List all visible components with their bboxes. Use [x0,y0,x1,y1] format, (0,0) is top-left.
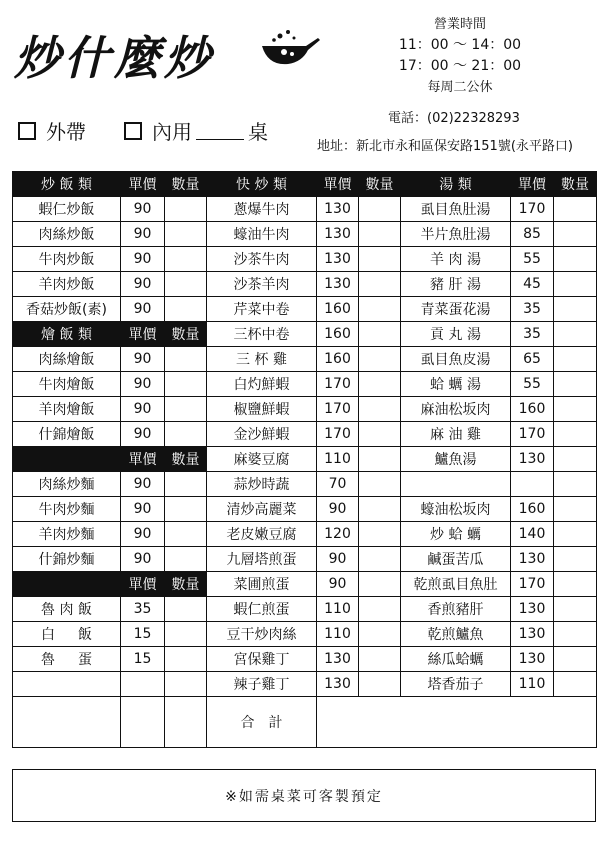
quantity-input[interactable] [165,522,207,547]
menu-item-name: 魯 肉 飯 [13,597,121,622]
menu-item-price: 90 [121,297,165,322]
menu-item-name: 半片魚肚湯 [401,222,511,247]
menu-item-price: 160 [511,497,554,522]
total-label: 合 計 [207,697,317,748]
quantity-input[interactable] [359,597,401,622]
quantity-input[interactable] [165,622,207,647]
menu-item-price: 85 [511,222,554,247]
address: 地址：新北市永和區保安路151號(永平路口) [317,139,573,154]
menu-item-price: 170 [317,372,359,397]
menu-item-name: 蝦仁煎蛋 [207,597,317,622]
price-header: 單價 [317,172,359,197]
quantity-input[interactable] [165,547,207,572]
quantity-input[interactable] [359,372,401,397]
phone-number: 電話：(02)22328293 [388,111,520,126]
menu-item-price: 170 [317,422,359,447]
quantity-input[interactable] [165,597,207,622]
menu-item-name: 什錦炒麵 [13,547,121,572]
menu-item-price: 15 [121,647,165,672]
table-row [13,597,597,622]
price-header: 單價 [511,172,554,197]
menu-item-name: 香菇炒飯(素) [13,297,121,322]
quantity-input[interactable] [554,497,597,522]
menu-item-price: 90 [121,347,165,372]
menu-item-name: 牛肉炒麵 [13,497,121,522]
menu-item-name: 蠔油牛肉 [207,222,317,247]
blank-cell [165,697,207,748]
qty-header: 數量 [165,572,207,597]
menu-item-name: 塔香茄子 [401,672,511,697]
quantity-input[interactable] [165,647,207,672]
table-row [13,447,597,472]
menu-item-price: 160 [317,297,359,322]
table-row [13,572,597,597]
menu-item-price: 90 [121,197,165,222]
menu-item-price: 130 [317,647,359,672]
menu-item-price: 170 [511,422,554,447]
quantity-input[interactable] [554,422,597,447]
menu-item-name: 羊肉燴飯 [13,397,121,422]
menu-item-price: 140 [511,522,554,547]
quantity-input[interactable] [359,322,401,347]
menu-item-price: 110 [511,672,554,697]
quantity-input[interactable] [165,272,207,297]
menu-item-price: 130 [317,222,359,247]
quantity-input[interactable] [359,522,401,547]
section-header: 燴 飯 類 [13,322,121,347]
table-row [13,497,597,522]
menu-item-price: 110 [317,622,359,647]
table-row [13,347,597,372]
business-hours [390,14,530,98]
menu-item-name: 椒鹽鮮蝦 [207,397,317,422]
menu-item-name: 青菜蛋花湯 [401,297,511,322]
menu-item-name: 牛肉燴飯 [13,372,121,397]
restaurant-logo: 炒什麼炒 [14,31,214,85]
menu-item-price: 90 [317,497,359,522]
menu-item-name: 三杯中卷 [207,322,317,347]
quantity-input[interactable] [359,297,401,322]
quantity-input[interactable] [165,397,207,422]
menu-item-price: 110 [317,447,359,472]
quantity-input[interactable] [165,222,207,247]
blank-cell [13,697,121,748]
quantity-input[interactable] [359,397,401,422]
menu-item-name: 蒜炒時蔬 [207,472,317,497]
menu-item-name: 蝦仁炒飯 [13,197,121,222]
menu-item-name: 炒 蛤 蠣 [401,522,511,547]
menu-item-name: 九層塔煎蛋 [207,547,317,572]
menu-item-price: 90 [121,547,165,572]
menu-item-name: 虱目魚肚湯 [401,197,511,222]
menu-item-name: 沙茶牛肉 [207,247,317,272]
price-header: 單價 [121,572,165,597]
quantity-input[interactable] [554,547,597,572]
menu-item-name: 沙茶羊肉 [207,272,317,297]
menu-item-name: 白 飯 [13,622,121,647]
qty-header: 數量 [554,172,597,197]
table-row [13,272,597,297]
quantity-input[interactable] [554,197,597,222]
quantity-input[interactable] [165,672,207,697]
table-row [13,322,597,347]
wok-icon [258,26,322,70]
quantity-input[interactable] [554,322,597,347]
menu-table [12,171,597,748]
menu-item-name: 老皮嫩豆腐 [207,522,317,547]
takeout-checkbox[interactable] [18,122,36,140]
menu-item-price [121,672,165,697]
section-header: 湯 類 [401,172,511,197]
menu-item-name: 金沙鮮蝦 [207,422,317,447]
menu-item-name: 蛤 蠣 湯 [401,372,511,397]
blank-cell [121,697,165,748]
menu-item-price: 120 [317,522,359,547]
menu-item-name: 豬 肝 湯 [401,272,511,297]
quantity-input[interactable] [554,572,597,597]
menu-item-name: 三 杯 雞 [207,347,317,372]
quantity-input[interactable] [554,297,597,322]
menu-item-price: 90 [317,572,359,597]
quantity-input[interactable] [359,647,401,672]
menu-item-price: 55 [511,372,554,397]
menu-item-price: 160 [511,397,554,422]
table-row [13,647,597,672]
menu-item-name: 麻 油 雞 [401,422,511,447]
section-header: 快 炒 類 [207,172,317,197]
quantity-input[interactable] [165,497,207,522]
quantity-input[interactable] [165,472,207,497]
menu-item-name: 牛肉炒飯 [13,247,121,272]
quantity-input[interactable] [554,272,597,297]
menu-item-name: 虱目魚皮湯 [401,347,511,372]
section-header: 炒 飯 類 [13,172,121,197]
menu-item-name: 白灼鮮蝦 [207,372,317,397]
menu-item-price: 170 [511,197,554,222]
quantity-input[interactable] [165,197,207,222]
quantity-input[interactable] [554,397,597,422]
menu-item-name: 肉絲炒飯 [13,222,121,247]
table-row [13,372,597,397]
menu-item-name: 鹹蛋苦瓜 [401,547,511,572]
quantity-input[interactable] [165,297,207,322]
menu-item-price: 130 [317,197,359,222]
menu-item-name: 肉絲炒麵 [13,472,121,497]
quantity-input[interactable] [165,422,207,447]
quantity-input[interactable] [554,597,597,622]
menu-item-price: 130 [511,547,554,572]
menu-item-name: 鱸魚湯 [401,447,511,472]
menu-item-price: 170 [317,397,359,422]
table-row [13,397,597,422]
menu-item-price: 35 [121,597,165,622]
table-row [13,472,597,497]
table-label: 桌 [248,120,268,144]
menu-item-name: 蔥爆牛肉 [207,197,317,222]
quantity-input[interactable] [165,247,207,272]
menu-item-price [511,472,554,497]
quantity-input[interactable] [554,372,597,397]
menu-item-price: 90 [121,472,165,497]
table-row [13,622,597,647]
menu-item-name: 什錦燴飯 [13,422,121,447]
quantity-input[interactable] [165,372,207,397]
menu-item-name: 乾煎虱目魚肚 [401,572,511,597]
hours-lunch: 11：00 ～ 14：00 [398,37,522,53]
quantity-input[interactable] [359,222,401,247]
menu-item-price: 130 [317,672,359,697]
quantity-input[interactable] [359,447,401,472]
dine-in-label: 內用 [152,120,192,144]
quantity-input[interactable] [359,422,401,447]
table-row [13,672,597,697]
menu-item-price: 170 [511,572,554,597]
quantity-input[interactable] [165,347,207,372]
menu-item-name: 羊 肉 湯 [401,247,511,272]
hours-dinner: 17：00 ～ 21：00 [398,58,522,74]
table-row [13,522,597,547]
closed-day: 每周二公休 [427,80,493,95]
menu-item-price: 55 [511,247,554,272]
price-header: 單價 [121,322,165,347]
quantity-input[interactable] [359,272,401,297]
menu-item-price: 70 [317,472,359,497]
quantity-input[interactable] [554,347,597,372]
quantity-input[interactable] [359,247,401,272]
quantity-input[interactable] [359,672,401,697]
quantity-input[interactable] [359,622,401,647]
menu-item-price: 35 [511,322,554,347]
menu-item-price: 160 [317,347,359,372]
price-header: 單價 [121,447,165,472]
menu-item-price: 130 [511,647,554,672]
menu-item-price: 15 [121,622,165,647]
menu-item-name: 麻婆豆腐 [207,447,317,472]
menu-item-price: 90 [121,222,165,247]
menu-item-price: 90 [121,497,165,522]
menu-item-name: 芹菜中卷 [207,297,317,322]
takeout-label: 外帶 [46,120,86,144]
quantity-input[interactable] [359,547,401,572]
section-header [13,572,121,597]
quantity-input[interactable] [359,197,401,222]
menu-item-name: 貢 丸 湯 [401,322,511,347]
menu-item-price: 45 [511,272,554,297]
menu-item-name: 羊肉炒飯 [13,272,121,297]
takeout-option[interactable] [18,116,86,145]
table-row [13,297,597,322]
menu-item-price: 90 [121,272,165,297]
menu-item-price: 160 [317,322,359,347]
quantity-input[interactable] [359,572,401,597]
menu-item-price: 90 [121,372,165,397]
table-row [13,197,597,222]
menu-item-name: 乾煎鱸魚 [401,622,511,647]
quantity-input[interactable] [554,447,597,472]
menu-item-name: 麻油松坂肉 [401,397,511,422]
menu-item-name: 清炒高麗菜 [207,497,317,522]
total-amount-field[interactable] [317,697,597,748]
menu-item-price: 90 [121,247,165,272]
menu-item-price: 65 [511,347,554,372]
quantity-input[interactable] [554,247,597,272]
table-row [13,547,597,572]
menu-item-price: 90 [121,422,165,447]
menu-item-price: 35 [511,297,554,322]
table-row [13,247,597,272]
menu-item-name: 肉絲燴飯 [13,347,121,372]
quantity-input[interactable] [554,622,597,647]
menu-item-price: 130 [511,597,554,622]
quantity-input[interactable] [554,222,597,247]
qty-header: 數量 [359,172,401,197]
menu-item-name [13,672,121,697]
menu-item-price: 110 [317,597,359,622]
quantity-input[interactable] [359,347,401,372]
dine-in-checkbox[interactable] [124,122,142,140]
dine-in-option[interactable] [124,116,268,145]
quantity-input[interactable] [554,472,597,497]
menu-item-name: 香煎豬肝 [401,597,511,622]
quantity-input[interactable] [359,497,401,522]
hours-title: 營業時間 [433,17,486,32]
qty-header: 數量 [165,322,207,347]
menu-item-price: 90 [121,397,165,422]
qty-header: 數量 [165,172,207,197]
menu-item-name: 宮保雞丁 [207,647,317,672]
quantity-input[interactable] [554,522,597,547]
menu-item-name: 羊肉炒麵 [13,522,121,547]
price-header: 單價 [121,172,165,197]
menu-item-price: 130 [511,622,554,647]
menu-item-name: 豆干炒肉絲 [207,622,317,647]
menu-item-name [401,472,511,497]
table-number-blank[interactable] [196,121,244,140]
qty-header: 數量 [165,447,207,472]
menu-item-price: 90 [121,522,165,547]
menu-item-price: 90 [317,547,359,572]
menu-item-price: 130 [511,447,554,472]
quantity-input[interactable] [554,647,597,672]
quantity-input[interactable] [554,672,597,697]
menu-item-name: 辣子雞丁 [207,672,317,697]
menu-item-name: 蠔油松坂肉 [401,497,511,522]
quantity-input[interactable] [359,472,401,497]
menu-item-price: 130 [317,272,359,297]
menu-item-name: 魯 蛋 [13,647,121,672]
footer-note: ※如需桌菜可客製預定 [12,769,596,822]
menu-item-name: 絲瓜蛤蠣 [401,647,511,672]
table-row [13,422,597,447]
section-header [13,447,121,472]
menu-item-name: 菜圃煎蛋 [207,572,317,597]
table-row [13,222,597,247]
menu-item-price: 130 [317,247,359,272]
